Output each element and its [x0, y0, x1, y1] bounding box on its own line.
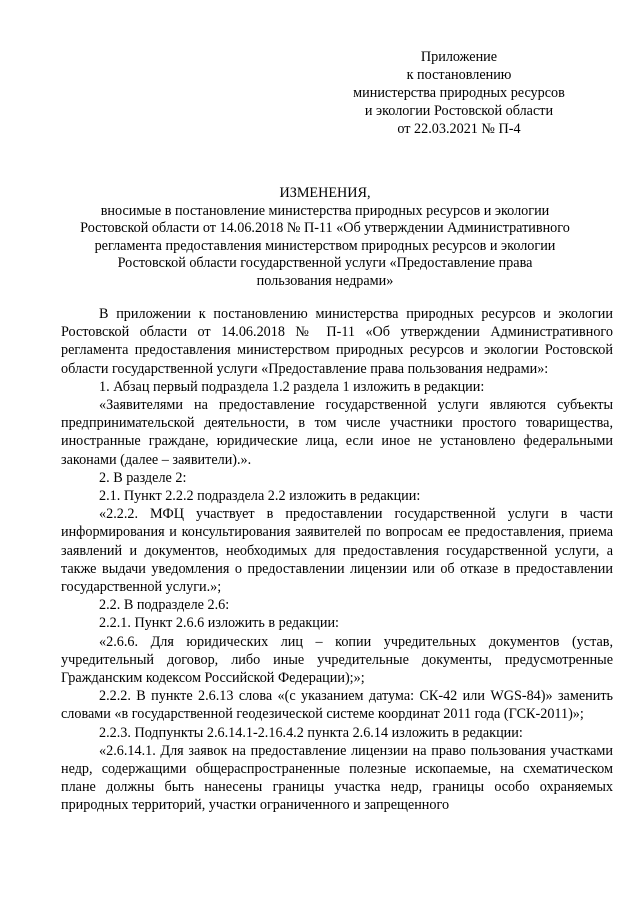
- appendix-line: и экологии Ростовской области: [364, 103, 554, 119]
- subtitle-line: Ростовской области от 14.06.2018 № П-11 «Об утверждении Административного: [80, 220, 570, 237]
- subtitle-line: регламента предоставления министерством природных ресурсов и экологии: [94, 237, 556, 254]
- body-paragraph: 2. В разделе 2:: [99, 469, 187, 486]
- body-paragraph: 2.2.3. Подпункты 2.6.14.1-2.16.4.2 пункта 2.6.14 изложить в редакции:: [99, 724, 523, 741]
- body-paragraph: «2.6.14.1. Для заявок на предоставление лицензии на право пользования участками недр, содержащими общераспространенные полезные ископаемые, на схематическом плане должны быть нанесены границы участка недр, границы особо охраняемых природных территорий, участки ограниченного и запрещенного: [61, 742, 613, 814]
- subtitle-line: Ростовской области государственной услуги «Предоставление права: [117, 255, 533, 272]
- body-paragraph: «2.2.2. МФЦ участвует в предоставлении государственной услуги в части информирования и консультирования заявителей по вопросам ее предоставления, приема заявлений и документов, необходимых для предоставления государственной услуги, а также выдачи уведомления о предоставлении лицензии или об отказе в предоставлении государственной услуги.»;: [61, 506, 613, 596]
- document-heading: [60, 185, 590, 291]
- body-paragraph: 2.2. В подразделе 2.6:: [99, 597, 230, 614]
- document-title: ИЗМЕНЕНИЯ,: [279, 185, 371, 201]
- body-paragraph: 2.1. Пункт 2.2.2 подраздела 2.2 изложить в редакции:: [99, 488, 421, 505]
- appendix-line: от 22.03.2021 № П-4: [397, 121, 521, 137]
- body-paragraph: В приложении к постановлению министерства природных ресурсов и экологии Ростовской области от 14.06.2018 № П-11 «Об утверждении Административного регламента предоставления министерством природных ресурсов и экологии Ростовской области государственной услуги «Предоставление права пользования недрами»:: [61, 306, 613, 377]
- body-paragraph: «Заявителями на предоставление государственной услуги являются субъекты предпринимательской деятельности, в том числе участники простого товарищества, иностранные граждане, юридические лица, если иное не установлено федеральными законами (далее – заявители).».: [61, 397, 613, 468]
- appendix-block: [330, 48, 588, 138]
- document-body: [61, 305, 613, 815]
- body-paragraph: 1. Абзац первый подраздела 1.2 раздела 1 изложить в редакции:: [99, 378, 485, 395]
- body-paragraph: 2.2.2. В пункте 2.6.13 слова «(с указанием датума: СК-42 или WGS-84)» заменить словами «в государственной геодезической системе координат 2011 года (ГСК-2011)»;: [61, 688, 613, 723]
- body-paragraph: «2.6.6. Для юридических лиц – копии учредительных документов (устав, учредительный договор, либо иные учредительные документы, предусмотренные Гражданским кодексом Российской Федерации);»;: [61, 633, 613, 687]
- body-paragraph: 2.2.1. Пункт 2.6.6 изложить в редакции:: [99, 615, 339, 632]
- appendix-line: к постановлению: [406, 67, 512, 83]
- appendix-line: министерства природных ресурсов: [353, 85, 565, 101]
- subtitle-line: вносимые в постановление министерства природных ресурсов и экологии: [100, 202, 550, 219]
- appendix-line: Приложение: [420, 49, 498, 65]
- subtitle-line: пользования недрами»: [256, 272, 394, 289]
